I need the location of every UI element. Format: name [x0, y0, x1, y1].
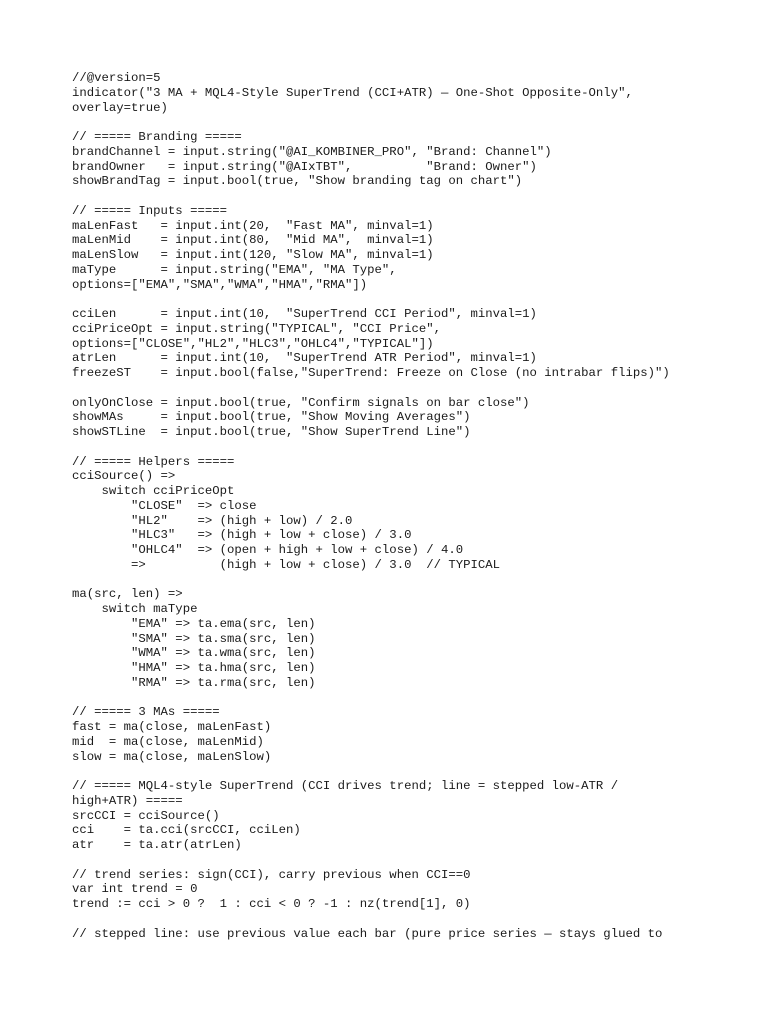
code-line: ma(src, len) => [72, 587, 183, 602]
code-line: options=["EMA","SMA","WMA","HMA","RMA"]) [72, 277, 368, 292]
code-line: cciSource() => [72, 469, 176, 484]
code-line: freezeST = input.bool(false,"SuperTrend: Freeze on Close (no intrabar flips)") [72, 366, 670, 380]
code-line: // ===== 3 MAs ===== [72, 705, 220, 720]
code-line: high+ATR) ===== [72, 793, 183, 808]
code-line: "HL2" => (high + low) / 2.0 [72, 513, 353, 528]
code-line: "RMA" => ta.rma(src, len) [72, 675, 316, 690]
code-line [72, 691, 762, 706]
code-line: => (high + low + close) / 3.0 // TYPICAL [72, 557, 501, 572]
code-line: "SMA" => ta.sma(src, len) [72, 631, 316, 646]
code-line [72, 115, 762, 130]
code-line: showSTLine = input.bool(true, "Show SuperTrend Line") [72, 425, 471, 439]
code-line [72, 912, 762, 927]
code-line [72, 292, 762, 307]
code-line: var int trend = 0 [72, 882, 198, 897]
code-line: // ===== Helpers ===== [72, 454, 235, 469]
code-line: // ===== Branding ===== [72, 130, 242, 144]
code-line: "HLC3" => (high + low + close) / 3.0 [72, 528, 412, 543]
code-line: // ===== MQL4-style SuperTrend (CCI drives trend; line = stepped low-ATR / [72, 779, 619, 793]
code-line: maLenFast = input.int(20, "Fast MA", minval=1) [72, 218, 434, 233]
code-line: "WMA" => ta.wma(src, len) [72, 646, 316, 661]
code-line: //@version=5 [72, 71, 161, 85]
code-line: "CLOSE" => close [72, 498, 257, 513]
code-line: slow = ma(close, maLenSlow) [72, 749, 272, 764]
code-line: // trend series: sign(CCI), carry previous when CCI==0 [72, 867, 471, 882]
code-line: "HMA" => ta.hma(src, len) [72, 661, 316, 675]
code-line [72, 573, 762, 588]
code-line [72, 440, 762, 455]
code-line: overlay=true) [72, 100, 168, 115]
code-line: switch maType [72, 602, 198, 616]
code-line: "OHLC4" => (open + high + low + close) / 4.0 [72, 543, 464, 557]
code-line [72, 381, 762, 396]
code-line: options=["CLOSE","HL2","HLC3","OHLC4","TYPICAL"]) [72, 336, 434, 351]
code-line: // ===== Inputs ===== [72, 203, 227, 218]
code-line: brandChannel = input.string("@AI_KOMBINER_PRO", "Brand: Channel") [72, 144, 552, 159]
code-line [72, 189, 762, 204]
code-listing [72, 71, 762, 941]
code-line: brandOwner = input.string("@AIxTBT", "Brand: Owner") [72, 159, 537, 174]
code-line: cciPriceOpt = input.string("TYPICAL", "CCI Price", [72, 321, 441, 336]
code-line: atrLen = input.int(10, "SuperTrend ATR Period", minval=1) [72, 351, 537, 366]
code-line: cciLen = input.int(10, "SuperTrend CCI Period", minval=1) [72, 307, 537, 321]
code-line: switch cciPriceOpt [72, 484, 235, 498]
code-line: "EMA" => ta.ema(src, len) [72, 616, 316, 631]
code-line [72, 764, 762, 779]
code-line: maLenSlow = input.int(120, "Slow MA", minval=1) [72, 248, 434, 262]
code-line: trend := cci > 0 ? 1 : cci < 0 ? -1 : nz(trend[1], 0) [72, 897, 471, 911]
code-line: showBrandTag = input.bool(true, "Show branding tag on chart") [72, 174, 523, 189]
code-line: maLenMid = input.int(80, "Mid MA", minval=1) [72, 233, 434, 248]
code-line: atr = ta.atr(atrLen) [72, 838, 242, 852]
code-line [72, 853, 762, 868]
code-line: indicator("3 MA + MQL4-Style SuperTrend (CCI+ATR) — One-Shot Opposite-Only", [72, 85, 633, 100]
code-line: showMAs = input.bool(true, "Show Moving Averages") [72, 410, 471, 425]
code-line: // stepped line: use previous value each bar (pure price series — stays glued to [72, 926, 663, 941]
code-line: srcCCI = cciSource() [72, 808, 220, 823]
code-line: maType = input.string("EMA", "MA Type", [72, 262, 397, 277]
code-line: mid = ma(close, maLenMid) [72, 734, 264, 749]
code-line: fast = ma(close, maLenFast) [72, 720, 272, 734]
code-line: onlyOnClose = input.bool(true, "Confirm signals on bar close") [72, 395, 530, 410]
code-line: cci = ta.cci(srcCCI, cciLen) [72, 823, 301, 838]
